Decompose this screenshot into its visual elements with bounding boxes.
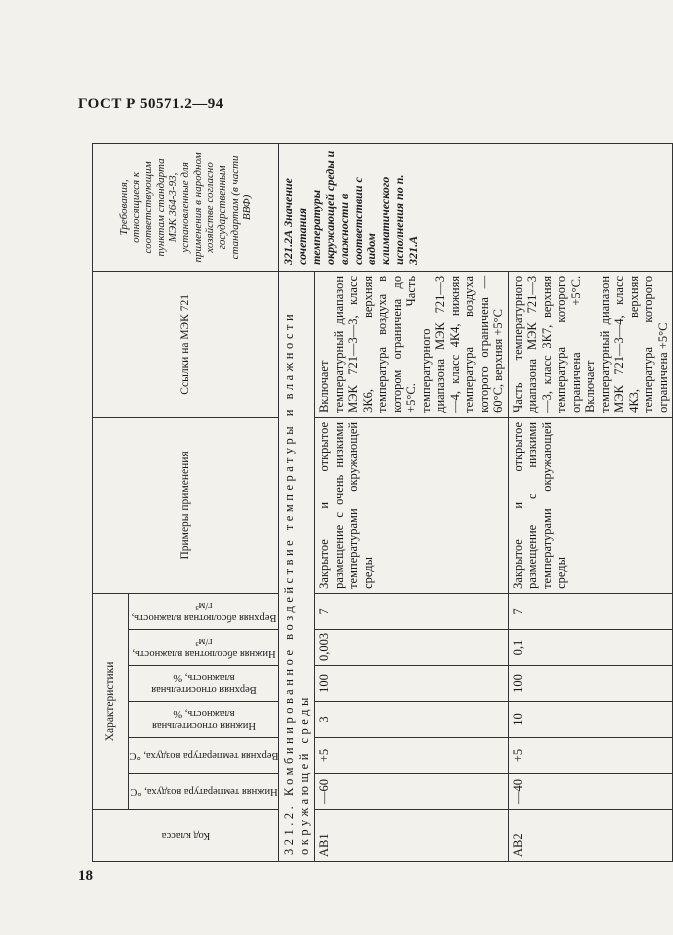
rh-low-cell: 3 [315, 702, 509, 738]
example-cell: Закрытое и открытое размещение с очень низкими температурами окружающей среды [315, 417, 509, 593]
ref-cell: Включает температурный диапазон МЭК 721—3—3, класс 3К6, верхняя температура воздуха в котором ограничена до +5°С. Часть температурного диапазона МЭК 721—3—4, класс 4К4, нижняя температура воздуха которого ограничена —60°С, верхняя +5°С [315, 271, 509, 417]
section-note: 321.2А Значение сочетания температуры окружающей среды и влажности в соответствии с видом климатического исполнения по п. 321.А [279, 143, 673, 271]
rh-high-cell: 100 [315, 666, 509, 702]
requirements-header: Требования, относящиеся к соответствующим пунктам стандарта МЭК 364-3-93, установленные для применения в народном хозяйстве согласно государственным стандартам (в части ВВФ) [93, 143, 279, 271]
row-code: АВ2 [508, 810, 673, 862]
section-title: 321.2. Комбинированное воздействие температуры и влажности окружающей среды [279, 271, 315, 861]
examples-header: Примеры применения [93, 417, 279, 593]
ah-high-cell: 7 [315, 593, 509, 629]
ah-low-cell: 0,1 [508, 630, 673, 666]
rh-high-cell: 100 [508, 666, 673, 702]
ah-low-header: Нижняя абсолютная влажность, г/м³ [129, 630, 279, 666]
t-low-header: Нижняя температура воздуха, °С [129, 774, 279, 810]
t-low-cell: —40 [508, 774, 673, 810]
example-cell: Закрытое и открытое размещение с низкими температурами окружающей среды [508, 417, 673, 593]
ah-high-header: Верхняя абсолютная влажность, г/м³ [129, 593, 279, 629]
rh-low-cell: 10 [508, 702, 673, 738]
refs-header: Ссылки на МЭК 721 [93, 271, 279, 417]
t-high-cell: +5 [315, 738, 509, 774]
ref-cell: Часть температурного диапазона МЭК 721—3—3, класс 3К7, верхняя температура которого ограничена +5°С. Включает температурный диапазон МЭК 721—3—4, класс 4К3, верхняя температура которого ограничена +5°С [508, 271, 673, 417]
t-high-cell: +5 [508, 738, 673, 774]
page-header: ГОСТ Р 50571.2—94 [78, 96, 224, 112]
rh-high-header: Верхняя относительная влажность, % [129, 666, 279, 702]
page-number: 18 [78, 868, 93, 884]
ah-low-cell: 0,003 [315, 630, 509, 666]
t-low-cell: —60 [315, 774, 509, 810]
row-code: АВ1 [315, 810, 509, 862]
header-row-1 [93, 143, 129, 861]
rh-low-header: Нижняя относительная влажность, % [129, 702, 279, 738]
ah-high-cell: 7 [508, 593, 673, 629]
section-row [279, 143, 315, 861]
code-header: Код класса [93, 810, 279, 862]
t-high-header: Верхняя температура воздуха, °С [129, 738, 279, 774]
rotated-table-wrapper [92, 144, 670, 862]
climate-classes-table [92, 143, 673, 862]
characteristics-header: Характеристики [93, 593, 129, 809]
